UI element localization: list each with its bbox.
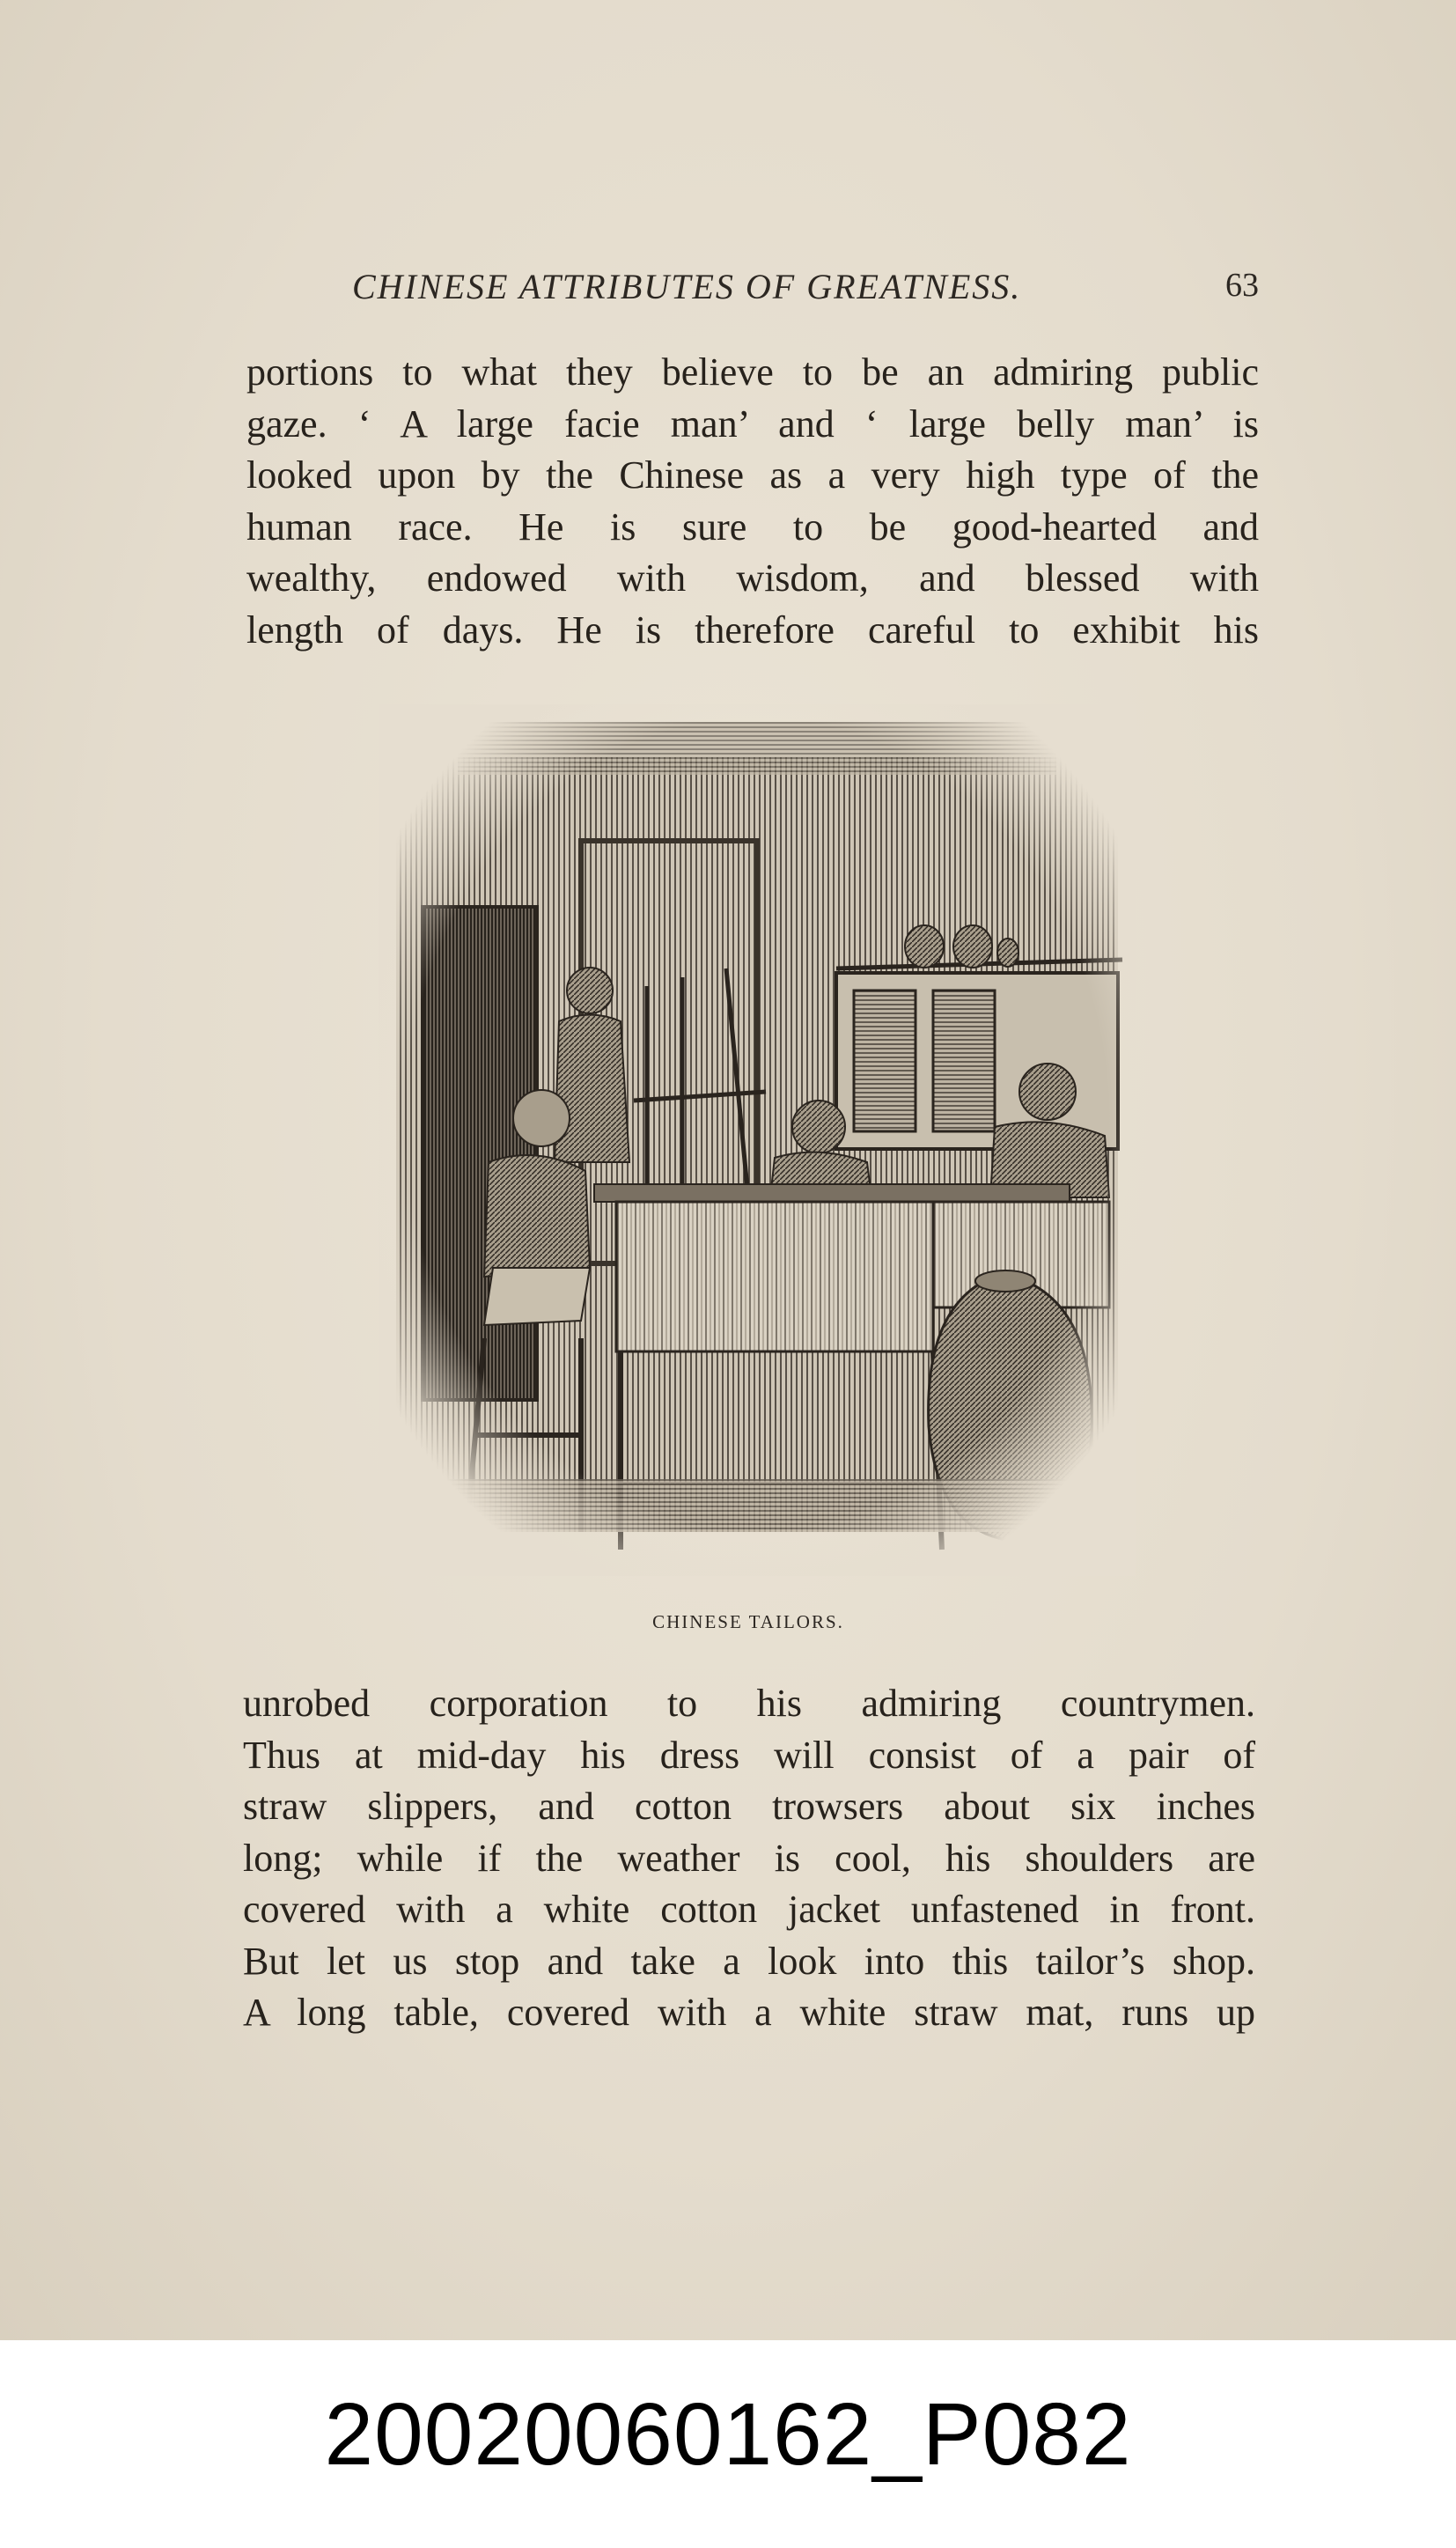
text-line: human race. He is sure to be good-hearted and <box>246 504 1259 549</box>
text-line: wealthy, endowed with wisdom, and blessed with <box>246 556 1259 600</box>
running-head <box>352 266 1259 310</box>
text-line: looked upon by the Chinese as a very high type of the <box>246 453 1259 497</box>
text-line: unrobed corporation to his admiring countrymen. <box>243 1682 1255 1725</box>
illustration-caption: CHINESE TAILORS. <box>652 1611 844 1632</box>
text-line: straw slippers, and cotton trowsers about six inches <box>243 1785 1255 1828</box>
paragraph-below-illustration <box>243 1678 1255 2039</box>
running-title: CHINESE ATTRIBUTES OF GREATNESS. <box>352 267 1022 306</box>
paragraph-above-illustration <box>246 347 1259 656</box>
text-line: covered with a white cotton jacket unfastened in front. <box>243 1888 1255 1931</box>
text-line: But let us stop and take a look into this tailor’s shop. <box>243 1939 1255 1983</box>
text-line: Thus at mid-day his dress will consist of a pair of <box>243 1733 1255 1777</box>
text-line: gaze. ‘ A large facie man’ and ‘ large belly man’ is <box>246 401 1259 446</box>
text-line: length of days. He is therefore careful to exhibit his <box>246 608 1259 652</box>
page-number: 63 <box>1225 267 1259 304</box>
catalog-id: 20020060162_P082 <box>324 2385 1132 2484</box>
catalog-label-bar <box>0 2340 1456 2548</box>
engraving-chinese-tailors <box>379 704 1136 1576</box>
text-line: long; while if the weather is cool, his shoulders are <box>243 1836 1255 1880</box>
text-line: A long table, covered with a white straw mat, runs up <box>243 1991 1255 2034</box>
text-line: portions to what they believe to be an admiring public <box>246 350 1259 394</box>
